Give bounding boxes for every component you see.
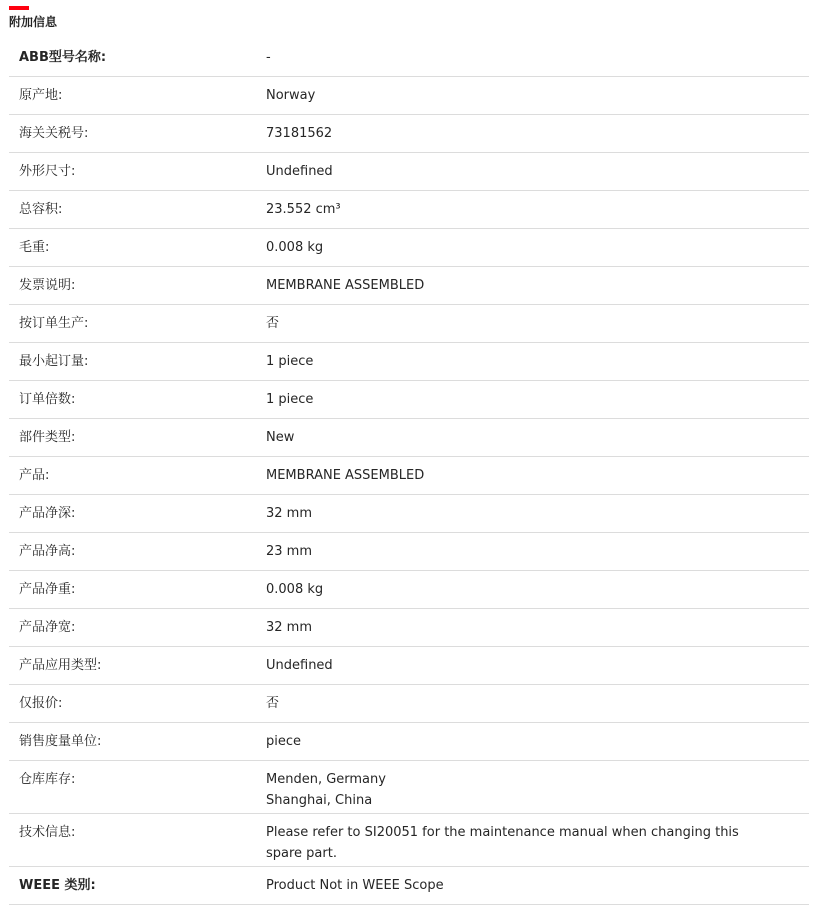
spec-label: WEEE 类别:	[19, 878, 96, 893]
spec-row-country-of-origin	[9, 77, 809, 115]
spec-row-selling-unit	[9, 723, 809, 761]
spec-value: New	[266, 430, 295, 445]
spec-value: 32 mm	[266, 506, 313, 521]
spec-value: 73181562	[266, 126, 333, 141]
spec-value: Norway	[266, 88, 316, 103]
spec-label: 按订单生产:	[19, 316, 89, 331]
spec-row-order-multiple	[9, 381, 809, 419]
spec-value: 23.552 cm³	[266, 202, 341, 217]
spec-value	[266, 814, 809, 866]
spec-label: 仅报价:	[19, 696, 63, 711]
spec-row-part-type	[9, 419, 809, 457]
spec-label: ABB型号名称:	[19, 50, 107, 65]
spec-value: piece	[266, 734, 302, 749]
spec-label: 外形尺寸:	[19, 164, 76, 179]
spec-label: 发票说明:	[19, 278, 76, 293]
spec-row-gross-weight	[9, 229, 809, 267]
spec-value: Product Not in WEEE Scope	[266, 878, 444, 893]
spec-value: 否	[266, 316, 280, 331]
spec-value: 0.008 kg	[266, 582, 324, 597]
spec-row-net-depth	[9, 495, 809, 533]
spec-label: 技术信息:	[19, 825, 76, 840]
spec-label: 部件类型:	[19, 430, 76, 445]
spec-row-customs-tariff	[9, 115, 809, 153]
spec-label: 销售度量单位:	[19, 734, 102, 749]
spec-value: -	[266, 50, 271, 65]
spec-row-net-weight	[9, 571, 809, 609]
spec-row-product	[9, 457, 809, 495]
spec-value	[266, 761, 809, 813]
spec-row-made-to-order	[9, 305, 809, 343]
spec-value: MEMBRANE ASSEMBLED	[266, 278, 425, 293]
technical-info-text: spare part.	[266, 846, 337, 861]
spec-row-weee-category	[9, 867, 809, 905]
spec-value: 1 piece	[266, 354, 314, 369]
spec-row-invoice-description	[9, 267, 809, 305]
spec-row-net-width	[9, 609, 809, 647]
spec-row-net-height	[9, 533, 809, 571]
spec-row-quote-only	[9, 685, 809, 723]
spec-row-abb-type	[9, 39, 809, 77]
spec-table	[9, 39, 809, 905]
spec-label: 海关关税号:	[19, 126, 89, 141]
spec-row-dimensions	[9, 153, 809, 191]
spec-row-minimum-order-quantity	[9, 343, 809, 381]
section-accent-bar	[9, 6, 29, 10]
warehouse-location: Shanghai, China	[266, 793, 373, 808]
spec-label: 产品:	[19, 468, 50, 483]
spec-label: 产品净高:	[19, 544, 76, 559]
technical-info-text: Please refer to SI20051 for the maintenance manual when changing this	[266, 825, 739, 840]
spec-row-application-type	[9, 647, 809, 685]
spec-label: 产品净深:	[19, 506, 76, 521]
spec-label: 毛重:	[19, 240, 50, 255]
spec-label: 原产地:	[19, 88, 63, 103]
spec-row-gross-volume	[9, 191, 809, 229]
spec-label: 订单倍数:	[19, 392, 76, 407]
spec-row-warehouse-stock	[9, 761, 809, 814]
spec-value: 1 piece	[266, 392, 314, 407]
section-title: 附加信息	[9, 15, 58, 29]
spec-value: Undefined	[266, 658, 333, 673]
spec-value: 否	[266, 696, 280, 711]
spec-value: 32 mm	[266, 620, 313, 635]
spec-value: Undefined	[266, 164, 333, 179]
spec-label: 总容积:	[19, 202, 63, 217]
spec-row-technical-information	[9, 814, 809, 867]
spec-label: 产品净宽:	[19, 620, 76, 635]
spec-label: 产品净重:	[19, 582, 76, 597]
spec-label: 最小起订量:	[19, 354, 89, 369]
spec-label: 产品应用类型:	[19, 658, 102, 673]
spec-value: 23 mm	[266, 544, 313, 559]
spec-label: 仓库库存:	[19, 772, 76, 787]
spec-value: 0.008 kg	[266, 240, 324, 255]
spec-value: MEMBRANE ASSEMBLED	[266, 468, 425, 483]
warehouse-location: Menden, Germany	[266, 772, 386, 787]
